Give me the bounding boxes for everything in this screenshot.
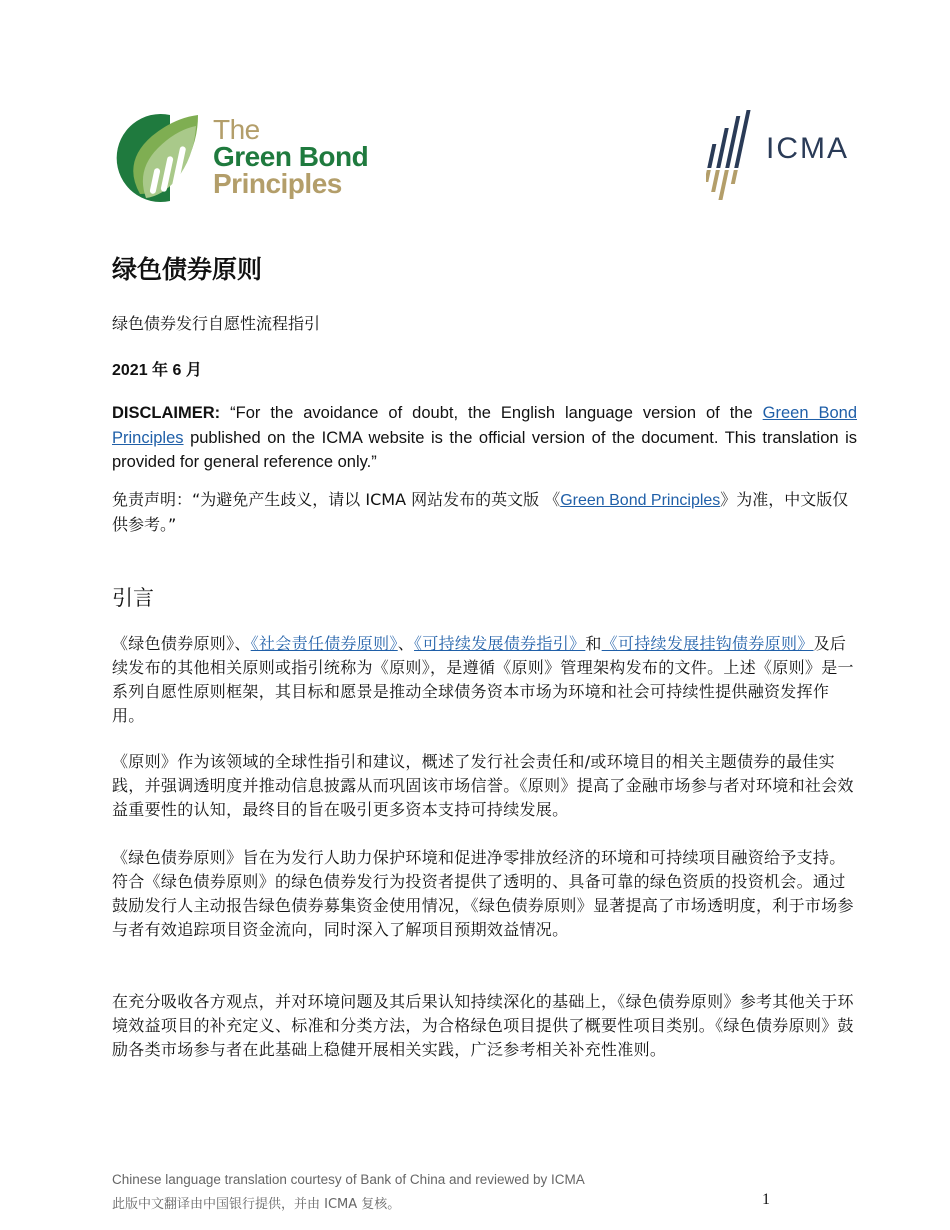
para1-text1: 《绿色债券原则》、 <box>112 634 251 653</box>
intro-paragraph-3: 《绿色债券原则》旨在为发行人助力保护环境和促进净零排放经济的环境和可持续项目融资给予支持。符合《绿色债券原则》的绿色债券发行为投资者提供了透明的、具备可靠的绿色资质的投资机会。通过鼓励发行人主动报告绿色债券募集资金使用情况，《绿色债券原则》显著提高了市场透明度，利于市场参与者有效追踪项目资金流向，同时深入了解项目预期效益情况。 <box>112 848 854 939</box>
sustainability-linked-bond-principles-link[interactable]: 《可持续发展挂钩债券原则》 <box>601 634 814 653</box>
para1-text4: 及后续发布的其他相关原则或指引统称为《原则》，是遵循《原则》管理架构发布的文件。上述《原则》是一系列自愿性原则框架，其目标和愿景是推动全球债务资本市场为环境和社会可持续性提供融资发挥作用。 <box>112 634 854 725</box>
page-number: 1 <box>762 1191 770 1208</box>
gbp-logo-line1: The <box>213 114 260 145</box>
disclaimer-cn-before: 免责声明：“为避免产生歧义，请以 ICMA 网站发布的英文版 《 <box>112 490 561 509</box>
icma-logo-icon <box>706 108 756 204</box>
disclaimer-cn <box>112 488 864 537</box>
intro-heading: 引言 <box>112 586 154 610</box>
disclaimer-text-after: published on the ICMA website is the official version of the document. This translation is provided for general reference only.” <box>112 428 857 471</box>
icma-logo <box>706 108 849 204</box>
intro-paragraph-2: 《原则》作为该领域的全球性指引和建议，概述了发行社会责任和/或环境目的相关主题债券的最佳实践，并强调透明度并推动信息披露从而巩固该市场信誉。《原则》提高了金融市场参与者对环境和社会效益重要性的认知，最终目的旨在吸引更多资本支持可持续发展。 <box>112 752 854 819</box>
footer-translation-credit-cn: 此版中文翻译由中国银行提供，并由 ICMA 复核。 <box>112 1197 401 1212</box>
gbp-logo-icon <box>112 112 204 204</box>
para1-text3: 和 <box>585 634 602 653</box>
subtitle: 绿色债券发行自愿性流程指引 <box>112 314 321 333</box>
gbp-link-en[interactable]: Green Bond Principles <box>112 404 857 447</box>
social-bond-principles-link[interactable]: 《社会责任债券原则》 <box>250 634 398 653</box>
gbp-link-cn[interactable]: Green Bond Principles <box>560 492 721 509</box>
sustainability-bond-guidelines-link[interactable]: 《可持续发展债券指引》 <box>414 634 586 653</box>
gbp-logo <box>112 112 392 204</box>
gbp-logo-line2: Green Bond <box>213 141 369 172</box>
footer-translation-credit: Chinese language translation courtesy of Bank of China and reviewed by ICMA <box>112 1172 585 1187</box>
gbp-logo-line3: Principles <box>213 168 342 199</box>
intro-paragraph-1 <box>112 632 858 728</box>
disclaimer-en <box>112 401 857 475</box>
para1-text2: 、 <box>397 634 415 653</box>
disclaimer-cn-after: 》为准，中文版仅供参考。” <box>112 490 849 534</box>
intro-paragraph-4: 在充分吸收各方观点，并对环境问题及其后果认知持续深化的基础上，《绿色债券原则》参考其他关于环境效益项目的补充定义、标准和分类方法，为合格绿色项目提供了概要性项目类别。《绿色债券原则》鼓励各类市场参与者在此基础上稳健开展相关实践，广泛参考相关补充性准则。 <box>112 992 854 1059</box>
icma-logo-text: ICMA <box>766 132 849 165</box>
disclaimer-label: DISCLAIMER: <box>112 404 221 422</box>
disclaimer-text-before: “For the avoidance of doubt, the English language version of the <box>220 404 763 422</box>
publication-date: 2021 年 6 月 <box>112 362 202 379</box>
page-title: 绿色债券原则 <box>112 255 263 284</box>
